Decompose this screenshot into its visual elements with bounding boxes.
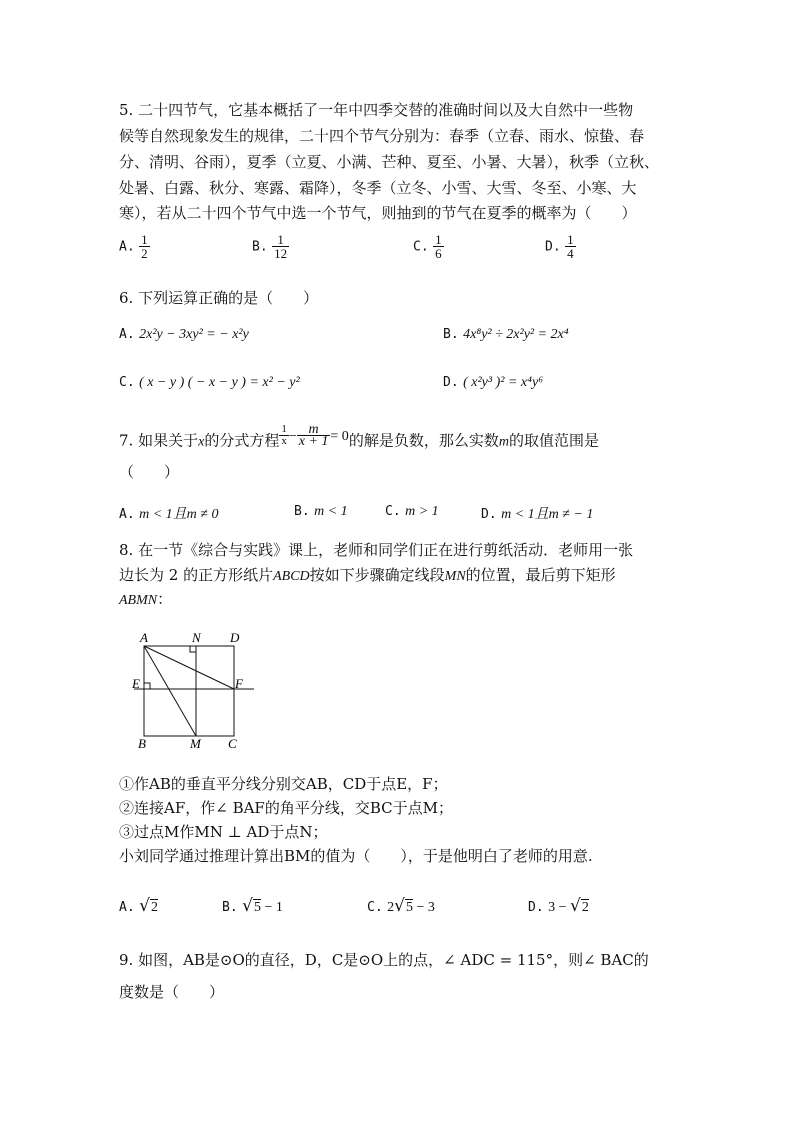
label-n: N — [192, 630, 201, 645]
option-label: A. — [119, 900, 135, 915]
q6-option-a[interactable] — [119, 326, 249, 343]
fraction: $\frac{1}{12}$ — [274, 232, 288, 261]
q8-step-2: ②连接AF，作∠ BAF的角平分线，交BC于点M； — [119, 799, 453, 817]
q7-option-a[interactable] — [119, 503, 218, 523]
option-label: D. — [443, 375, 459, 390]
option-expression: m < 1且m ≠ − 1 — [501, 507, 594, 522]
fraction: $\frac{1}{6}$ — [435, 232, 442, 261]
q8-option-b[interactable]: B. √5 − 1 — [222, 896, 283, 916]
option-label: A. — [119, 239, 135, 255]
sqrt-icon: √ — [139, 896, 150, 916]
option-label: C. — [119, 375, 135, 390]
q5-option-d[interactable] — [545, 233, 576, 260]
q8-step-4: 小刘同学通过推理计算出BM的值为（ ），于是他明白了老师的用意. — [119, 847, 593, 865]
q6-stem: 6. 下列运算正确的是（ ） — [119, 289, 319, 307]
q7-stem-blank: （ ） — [119, 463, 180, 481]
q8-line-3: ABMN： — [119, 590, 173, 608]
q7-option-b[interactable] — [294, 503, 348, 520]
option-expression: m < 1 — [314, 504, 348, 519]
fraction: $\frac{1}{4}$ — [567, 232, 574, 261]
sqrt-icon: √ — [394, 896, 405, 916]
q7-stem: 7. 如果关于x的分式方程 $\frac{1}{x}$ − $\frac{m}{x + 1}$ = 0的解是负数，那么实数m的取值范围是 — [119, 422, 599, 450]
option-label: D. — [545, 239, 561, 255]
label-f: F — [235, 676, 243, 691]
sqrt-icon: √ — [242, 896, 253, 916]
q5-line-3: 分、清明、谷雨），夏季（立夏、小满、芒种、夏至、小暑、大暑），秋季（立秋、 — [119, 153, 660, 171]
label-d: D — [230, 630, 240, 645]
option-label: B. — [294, 504, 310, 519]
q5-line-5: 寒），若从二十四个节气中选一个节气，则抽到的节气在夏季的概率为（ ） — [119, 204, 637, 222]
option-expression: m < 1且m ≠ 0 — [139, 507, 219, 522]
option-expression: 4x⁸y² ÷ 2x²y² = 2x⁴ — [463, 327, 569, 342]
square-figure — [114, 626, 264, 750]
option-expression: ( x²y³ )² = x⁴y⁶ — [463, 375, 544, 390]
q5-option-a[interactable] — [119, 233, 150, 260]
option-expression: 2x²y − 3xy² = − x²y — [139, 327, 249, 342]
option-label: A. — [119, 507, 135, 522]
option-label: C. — [413, 239, 429, 255]
q5-line-4: 处暑、白露、秋分、寒露、霜降），冬季（立冬、小雪、大雪、冬至、小寒、大 — [119, 179, 637, 197]
q6-option-d[interactable] — [443, 374, 543, 391]
sqrt-icon: √ — [570, 896, 581, 916]
q7-option-c[interactable] — [385, 503, 439, 520]
q8-step-3: ③过点M作MN ⊥ AD于点N； — [119, 823, 328, 841]
label-c: C — [228, 736, 237, 750]
q8-line-1: 8. 在一节《综合与实践》课上，老师和同学们正在进行剪纸活动．老师用一张 — [119, 541, 634, 559]
q8-option-c[interactable]: C. 2√5 − 3 — [367, 896, 435, 916]
fraction: $\frac{1}{2}$ — [141, 232, 148, 261]
equation-fraction-1: $\frac{1}{x}$ — [281, 423, 287, 447]
label-b: B — [138, 736, 146, 750]
label-a: A — [140, 630, 148, 645]
option-expression: ( x − y ) ( − x − y ) = x² − y² — [139, 375, 300, 390]
q8-option-d[interactable]: D. 3 − √2 — [528, 896, 589, 916]
label-e: E — [132, 676, 140, 691]
q7-option-d[interactable] — [481, 503, 593, 523]
q9-line-2: 度数是（ ） — [119, 983, 225, 1001]
option-label: D. — [528, 900, 544, 915]
option-label: B. — [443, 327, 459, 342]
option-expression: m > 1 — [405, 504, 439, 519]
q5-option-c[interactable] — [413, 233, 444, 260]
equation-fraction-2: $\frac{m}{x + 1}$ — [298, 422, 329, 449]
q8-step-1: ①作AB的垂直平分线分别交AB，CD于点E，F； — [119, 775, 448, 793]
option-label: C. — [385, 504, 401, 519]
q6-option-c[interactable] — [119, 374, 300, 391]
option-label: A. — [119, 327, 135, 342]
option-label: C. — [367, 900, 383, 915]
q6-option-b[interactable] — [443, 326, 569, 343]
q5-line-2: 候等自然现象发生的规律，二十四个节气分别为：春季（立春、雨水、惊蛰、春 — [119, 127, 645, 145]
q5-line-1: 5. 二十四节气，它基本概括了一年中四季交替的准确时间以及大自然中一些物 — [119, 101, 634, 119]
option-label: B. — [252, 239, 268, 255]
q8-option-a[interactable]: A. √2 — [119, 896, 158, 916]
option-label: D. — [481, 507, 497, 522]
label-m: M — [190, 736, 201, 750]
q8-line-2: 边长为 2 的正方形纸片ABCD按如下步骤确定线段MN的位置，最后剪下矩形 — [119, 566, 616, 584]
option-label: B. — [222, 900, 238, 915]
q5-option-b[interactable] — [252, 233, 289, 260]
q9-line-1: 9. 如图，AB是⊙O的直径，D，C是⊙O上的点，∠ ADC = 115°，则∠ BAC的 — [119, 951, 649, 969]
